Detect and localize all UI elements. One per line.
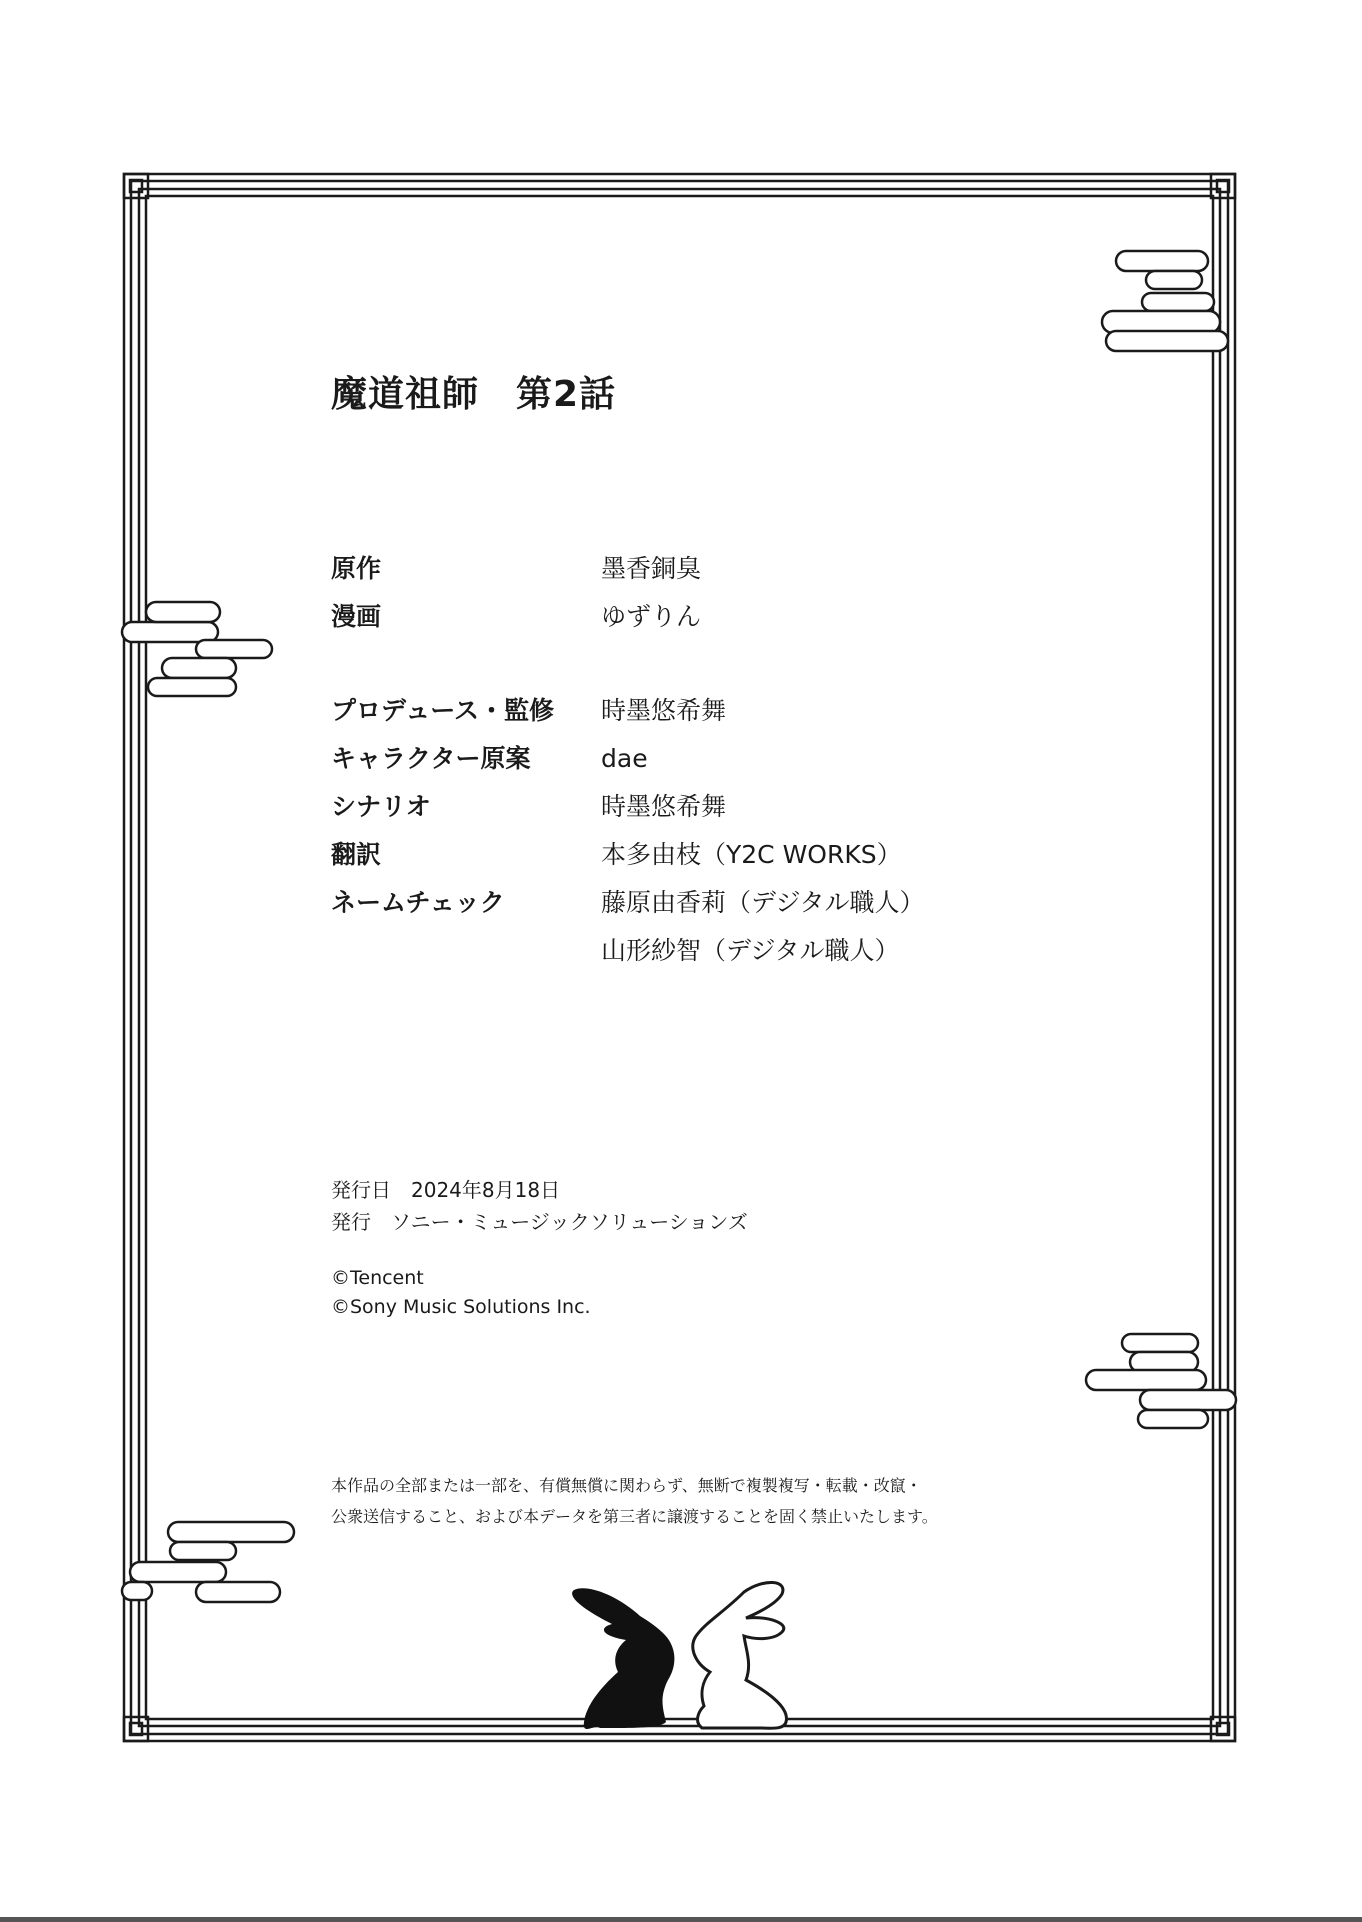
credit-name: ゆずりん (601, 602, 702, 631)
corner-ornament-top-left (124, 174, 148, 198)
credit-role: キャラクター原案 (331, 744, 531, 773)
notice-line: 公衆送信すること、および本データを第三者に譲渡することを固く禁止いたします。 (331, 1507, 938, 1526)
credit-row-name-check (331, 879, 1031, 927)
credit-row-original (331, 545, 1031, 593)
copyright-line: ©Sony Music Solutions Inc. (331, 1296, 591, 1318)
copyright-line: ©Tencent (331, 1267, 424, 1289)
cloud-ornament-left-lower (122, 1522, 294, 1602)
credit-name: 本多由枝（Y2C WORKS） (601, 840, 902, 869)
credit-name: 山形紗智（デジタル職人） (601, 936, 900, 965)
publisher: 発行 ソニー・ミュージックソリューションズ (331, 1210, 748, 1234)
legal-notice (331, 1470, 938, 1532)
corner-ornament-bottom-left (124, 1717, 148, 1741)
publication-info (331, 1174, 748, 1238)
credit-name: dae (601, 744, 648, 773)
copyright-block (331, 1264, 591, 1322)
credit-role: 翻訳 (331, 840, 382, 869)
credit-name: 時墨悠希舞 (601, 696, 727, 725)
credit-row-character-design (331, 735, 1031, 783)
page-title: 魔道祖師 第2話 (331, 374, 617, 415)
credit-row-translation (331, 831, 1031, 879)
black-rabbit-silhouette (572, 1588, 674, 1729)
credit-row-producer (331, 687, 1031, 735)
cloud-ornament-left-middle (122, 602, 272, 696)
credit-role: ネームチェック (331, 888, 505, 917)
credit-role: 原作 (331, 554, 382, 583)
credit-name: 時墨悠希舞 (601, 792, 727, 821)
credits-list (331, 545, 1031, 975)
credit-row-scenario (331, 783, 1031, 831)
credit-name: 藤原由香莉（デジタル職人） (601, 888, 925, 917)
credit-role: 漫画 (331, 602, 382, 631)
bottom-edge-rule (0, 1917, 1362, 1922)
credit-role: シナリオ (331, 792, 431, 821)
notice-line: 本作品の全部または一部を、有償無償に関わらず、無断で複製複写・転載・改竄・ (331, 1476, 922, 1495)
corner-ornament-bottom-right (1211, 1717, 1235, 1741)
credit-name: 墨香銅臭 (601, 554, 702, 583)
credit-role: プロデュース・監修 (331, 696, 555, 725)
credit-row-name-check-2 (331, 927, 1031, 975)
publication-date: 発行日 2024年8月18日 (331, 1178, 561, 1202)
cloud-ornament-top-right (1102, 251, 1228, 351)
corner-ornament-top-right (1211, 174, 1235, 198)
credit-row-manga (331, 593, 1031, 641)
white-rabbit-outline (693, 1582, 787, 1728)
